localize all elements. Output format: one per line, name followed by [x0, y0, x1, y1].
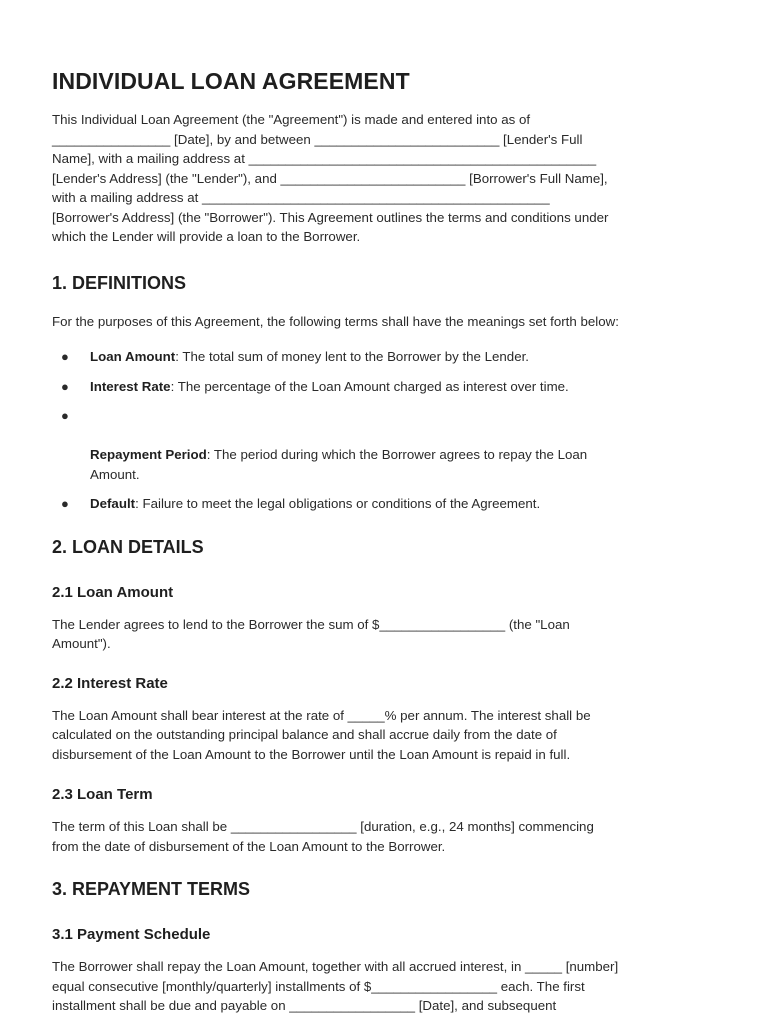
payment-schedule-paragraph: The Borrower shall repay the Loan Amount, together with all accrued interest, in _____ [number] equal consecutive [monthly/quarterly] installments of $_________________ each. The first installment shall be due and payable on _________________ [Date], and subsequent	[52, 959, 619, 1013]
definition-text: : The period during which the Borrower agrees to repay the Loan Amount.	[90, 447, 588, 482]
subsection-interest-rate-heading: 2.2 Interest Rate	[52, 674, 168, 692]
definition-text: : The percentage of the Loan Amount charged as interest over time.	[170, 378, 569, 394]
subsection-payment-schedule-heading: 3.1 Payment Schedule	[52, 926, 211, 943]
section-repayment-heading: 3. REPAYMENT TERMS	[52, 879, 251, 899]
list-item	[52, 494, 722, 514]
interest-rate-paragraph: The Loan Amount shall bear interest at the rate of _____% per annum. The interest shall be calculated on the outstanding principal balance and shall accrue daily from the date of disbursement of the Loan Amount to the Borrower until the Loan Amount is repaid in full.	[52, 707, 591, 762]
definitions-intro: For the purposes of this Agreement, the following terms shall have the meanings set forth below:	[52, 313, 619, 329]
list-item	[52, 347, 722, 367]
bullet-icon: ●	[61, 408, 69, 423]
definition-term: Loan Amount	[90, 349, 176, 364]
definition-term: Default	[90, 496, 136, 511]
definition-text: : The total sum of money lent to the Borrower by the Lender.	[175, 349, 529, 364]
definition-term: Interest Rate	[90, 378, 171, 394]
bullet-icon: ●	[61, 378, 69, 394]
list-item	[52, 406, 722, 484]
bullet-icon: ●	[61, 496, 69, 511]
definition-term: Repayment Period	[90, 447, 207, 462]
document-title: INDIVIDUAL LOAN AGREEMENT	[52, 68, 410, 94]
loan-amount-paragraph: The Lender agrees to lend to the Borrower the sum of $_________________ (the "Loan Amount").	[52, 616, 570, 651]
subsection-loan-term-heading: 2.3 Loan Term	[52, 786, 153, 803]
intro-paragraph: This Individual Loan Agreement (the "Agreement") is made and entered into as of ________________ [Date], by and between _________________________ [Lender's Full Name], with a mailing address at _______________________________________________ [Lender's Address] (the "Lender"), and _________________________ [Borrower's Full Name], with a mailing address at _______________________________________________ [Borrower's Address] (the "Borrower"). This Agreement outlines the terms and conditions under which the Lender will provide a loan to the Borrower.	[52, 112, 609, 244]
subsection-loan-amount-heading: 2.1 Loan Amount	[52, 583, 174, 601]
definitions-list	[52, 347, 722, 514]
loan-term-paragraph: The term of this Loan shall be _________________ [duration, e.g., 24 months] commencing from the date of disbursement of the Loan Amount to the Borrower.	[52, 819, 594, 854]
definition-text: : Failure to meet the legal obligations or conditions of the Agreement.	[135, 496, 541, 511]
section-loan-details-heading: 2. LOAN DETAILS	[52, 536, 204, 557]
list-item	[52, 377, 722, 397]
document-body	[52, 68, 722, 1016]
bullet-icon: ●	[61, 349, 69, 364]
section-definitions-heading: 1. DEFINITIONS	[52, 272, 187, 293]
